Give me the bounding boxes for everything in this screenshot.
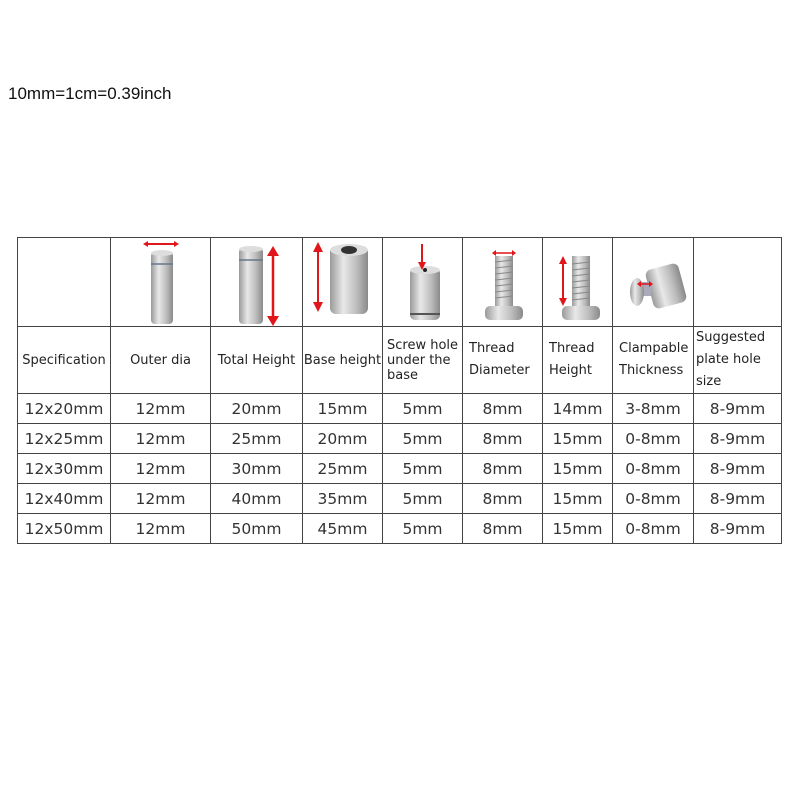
table-row	[18, 514, 782, 544]
cell-thread-diameter: 8mm	[463, 424, 543, 454]
header-clampable-thickness: Clampable Thickness	[613, 327, 694, 394]
cell-outer-dia: 12mm	[111, 394, 211, 424]
spec-table	[17, 237, 782, 544]
outer-dia-image	[111, 238, 211, 327]
cell-outer-dia: 12mm	[111, 484, 211, 514]
header-outer-dia: Outer dia	[111, 327, 211, 394]
cell-thread-height: 15mm	[543, 514, 613, 544]
cell-outer-dia: 12mm	[111, 454, 211, 484]
base-height-image	[303, 238, 383, 327]
total-height-image	[211, 238, 303, 327]
header-screw-hole: Screw hole under the base	[383, 327, 463, 394]
cell-screw-hole: 5mm	[383, 484, 463, 514]
cell-plate-hole-size: 8-9mm	[694, 454, 782, 484]
cell-clampable-thickness: 0-8mm	[613, 514, 694, 544]
thread-diameter-image	[463, 238, 543, 327]
header-total-height: Total Height	[211, 327, 303, 394]
cell-thread-height: 15mm	[543, 424, 613, 454]
cell-total-height: 50mm	[211, 514, 303, 544]
cell-plate-hole-size: 8-9mm	[694, 514, 782, 544]
cell-outer-dia: 12mm	[111, 514, 211, 544]
cell-plate-hole-size: 8-9mm	[694, 394, 782, 424]
cell-thread-diameter: 8mm	[463, 514, 543, 544]
header-thread-height: Thread Height	[543, 327, 613, 394]
cell-thread-diameter: 8mm	[463, 484, 543, 514]
clampable-thickness-image	[613, 238, 694, 327]
cell-thread-height: 14mm	[543, 394, 613, 424]
cell-clampable-thickness: 3-8mm	[613, 394, 694, 424]
cell-screw-hole: 5mm	[383, 514, 463, 544]
cell-plate-hole-size: 8-9mm	[694, 484, 782, 514]
cell-total-height: 20mm	[211, 394, 303, 424]
cell-total-height: 40mm	[211, 484, 303, 514]
cell-thread-height: 15mm	[543, 484, 613, 514]
unit-conversion-note: 10mm=1cm=0.39inch	[8, 84, 172, 103]
cell-base-height: 45mm	[303, 514, 383, 544]
cell-specification: 12x25mm	[18, 424, 111, 454]
cell-screw-hole: 5mm	[383, 454, 463, 484]
cell-base-height: 25mm	[303, 454, 383, 484]
header-thread-diameter: Thread Diameter	[463, 327, 543, 394]
screw-hole-image	[383, 238, 463, 327]
cell-total-height: 30mm	[211, 454, 303, 484]
cell-specification: 12x30mm	[18, 454, 111, 484]
header-plate-hole-size: Suggested plate hole size	[694, 327, 782, 394]
header-base-height: Base height	[303, 327, 383, 394]
cell-clampable-thickness: 0-8mm	[613, 424, 694, 454]
cell-clampable-thickness: 0-8mm	[613, 484, 694, 514]
cell-thread-diameter: 8mm	[463, 454, 543, 484]
cell-base-height: 35mm	[303, 484, 383, 514]
empty-image-cell	[694, 238, 782, 327]
cell-specification: 12x50mm	[18, 514, 111, 544]
cell-screw-hole: 5mm	[383, 394, 463, 424]
thread-height-image	[543, 238, 613, 327]
table-row	[18, 484, 782, 514]
empty-cell	[18, 238, 111, 327]
header-specification: Specification	[18, 327, 111, 394]
cell-specification: 12x20mm	[18, 394, 111, 424]
cell-thread-diameter: 8mm	[463, 394, 543, 424]
table-row	[18, 454, 782, 484]
cell-screw-hole: 5mm	[383, 424, 463, 454]
cell-outer-dia: 12mm	[111, 424, 211, 454]
cell-base-height: 15mm	[303, 394, 383, 424]
header-row	[18, 327, 782, 394]
table-row	[18, 394, 782, 424]
cell-clampable-thickness: 0-8mm	[613, 454, 694, 484]
table-row	[18, 424, 782, 454]
cell-plate-hole-size: 8-9mm	[694, 424, 782, 454]
cell-base-height: 20mm	[303, 424, 383, 454]
image-row	[18, 238, 782, 327]
cell-specification: 12x40mm	[18, 484, 111, 514]
cell-total-height: 25mm	[211, 424, 303, 454]
cell-thread-height: 15mm	[543, 454, 613, 484]
